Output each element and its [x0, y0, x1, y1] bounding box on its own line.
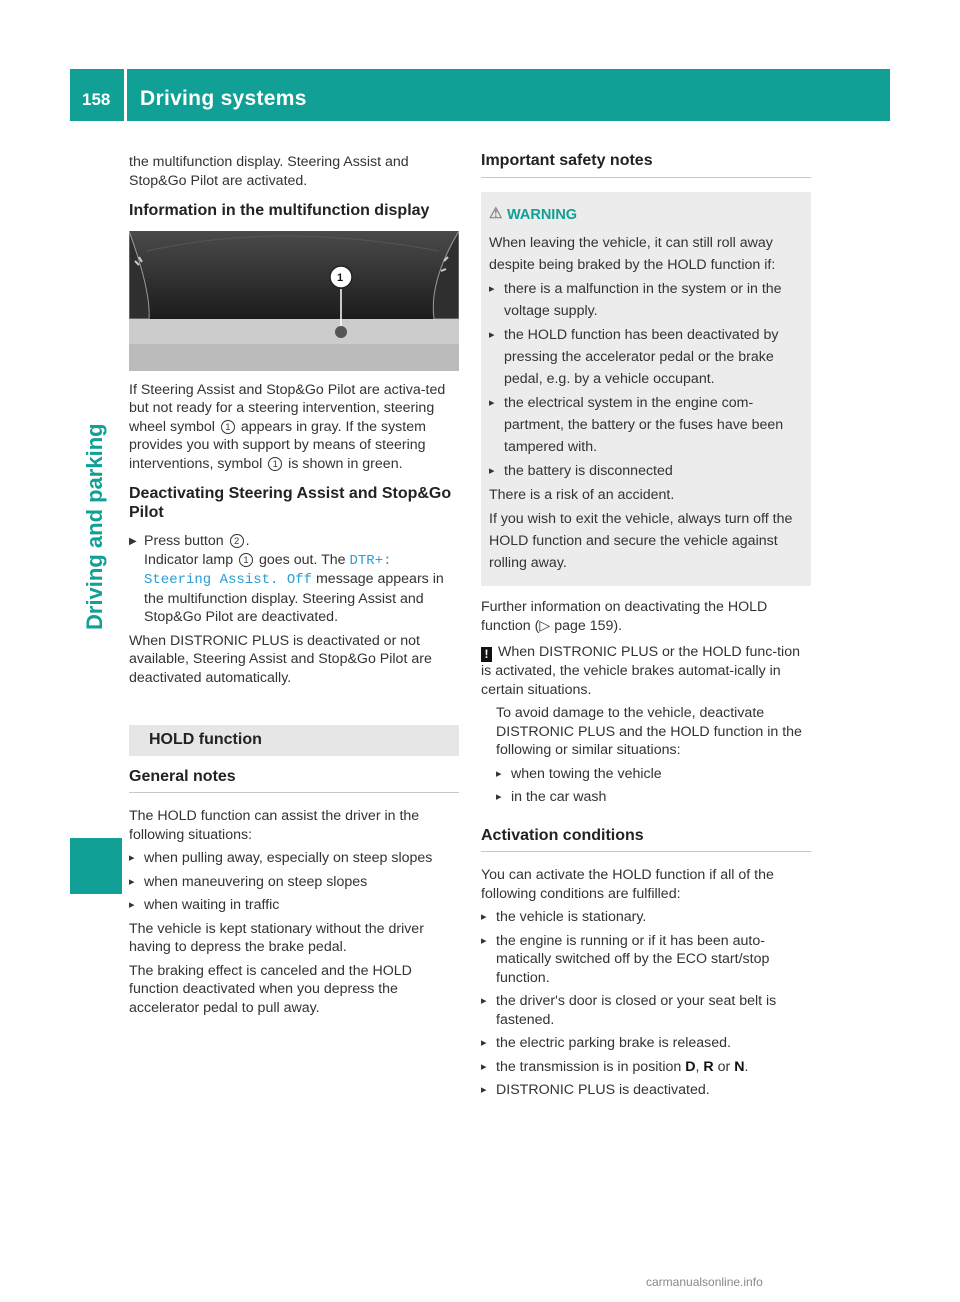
list-item: ▸ the driver's door is closed or your seat belt is fastened.: [481, 992, 811, 1029]
image-callout-number: 1: [337, 271, 344, 284]
step-text: goes out. The: [259, 551, 346, 568]
list-item: ▸ when pulling away, especially on steep slopes: [129, 849, 459, 868]
warning-title: ⚠ WARNING: [489, 206, 803, 225]
general-paragraph-1: The vehicle is kept stationary without the driver having to depress the brake pedal.: [129, 920, 424, 955]
heading-safety-notes: Important safety notes: [481, 152, 811, 178]
symbol-1-icon: 1: [221, 420, 235, 434]
list-item: ▸ the electrical system in the engine com-partment, the battery or the fuses have been tampered with.: [489, 392, 803, 458]
right-column: [481, 152, 811, 1105]
list-item: ▸ when waiting in traffic: [129, 896, 459, 915]
warning-box: [481, 192, 811, 587]
warning-risk: There is a risk of an accident.: [489, 487, 675, 503]
steering-symbol-paragraph: [129, 381, 459, 474]
image-reference-code: P54.33-3162-31: [390, 354, 455, 364]
list-item: ▸ the engine is running or if it has been auto-matically switched off by the ECO start/stop function.: [481, 932, 811, 988]
list-text: the transmission is in position: [496, 1058, 682, 1075]
list-item: ▸ when maneuvering on steep slopes: [129, 873, 459, 892]
step-text: message appears in the multifunction display. Steering Assist and Stop&Go Pilot are deactivated.: [144, 571, 444, 625]
notice-text: When DISTRONIC PLUS or the HOLD func-tion is activated, the vehicle brakes automat-ically in certain situations.: [481, 644, 800, 698]
multifunction-display-image: [129, 231, 459, 371]
list-item: ▸ DISTRONIC PLUS is deactivated.: [481, 1081, 811, 1100]
general-intro: The HOLD function can assist the driver in the following situations:: [129, 808, 420, 843]
hold-function-banner: [129, 725, 459, 756]
general-paragraph-2: The braking effect is canceled and the HOLD function deactivated when you depress the accelerator pedal to pull away.: [129, 962, 412, 1016]
warning-advice: If you wish to exit the vehicle, always turn off the HOLD function and secure the vehicle against rolling away.: [489, 511, 793, 571]
page-title: Driving systems: [140, 87, 307, 110]
section-side-marker: [70, 838, 122, 894]
list-item: ▸ there is a malfunction in the system or in the voltage supply.: [489, 278, 803, 322]
symbol-1-icon: 1: [268, 457, 282, 471]
watermark: carmanualsonline.info: [646, 1275, 763, 1289]
notice-paragraph-2: To avoid damage to the vehicle, deactivate DISTRONIC PLUS and the HOLD function in the following or similar situations:: [496, 705, 802, 758]
warning-intro: When leaving the vehicle, it can still roll away despite being braked by the HOLD function if:: [489, 235, 776, 273]
list-item: ▸ the battery is disconnected: [489, 460, 803, 482]
header-divider: [124, 69, 127, 121]
page-number: 158: [82, 90, 111, 109]
gear-d: D: [685, 1058, 696, 1075]
para-text: is shown in green.: [288, 455, 403, 472]
section-side-label: Driving and parking: [82, 423, 107, 630]
step-text: Indicator lamp: [144, 551, 234, 568]
para-text: appears in gray. If the system provides you with support by means of steering interventions, symbol: [129, 418, 426, 472]
activation-intro: You can activate the HOLD function if all of the following conditions are fulfilled:: [481, 867, 774, 902]
heading-hold-function: HOLD function: [149, 731, 262, 748]
further-info: Further information on deactivating the HOLD function (▷ page 159).: [481, 599, 768, 634]
symbol-2-icon: 2: [230, 534, 244, 548]
auto-deactivation-paragraph: When DISTRONIC PLUS is deactivated or not available, Steering Assist and Stop&Go Pilot are deactivated automatically.: [129, 632, 432, 686]
list-item: ▸ in the car wash: [496, 788, 811, 807]
heading-deactivating: Deactivating Steering Assist and Stop&Go Pilot: [129, 485, 452, 521]
list-text: or: [717, 1058, 731, 1075]
step-text: Press button: [144, 533, 224, 549]
heading-activation-conditions: Activation conditions: [481, 827, 811, 853]
list-item: ▸ the electric parking brake is released.: [481, 1034, 811, 1053]
list-item: ▸ when towing the vehicle: [496, 765, 811, 784]
list-text: ,: [695, 1058, 700, 1075]
list-item: ▸ the HOLD function has been deactivated by pressing the accelerator pedal or the brake pedal, e.g. by a vehicle occupant.: [489, 324, 803, 390]
left-column: [129, 153, 459, 1022]
list-item: [481, 1058, 811, 1077]
intro-text: the multifunction display. Steering Assist and Stop&Go Pilot are activated.: [129, 154, 409, 189]
notice-icon: !: [481, 647, 492, 662]
heading-general-notes: General notes: [129, 768, 459, 794]
step-text: .: [245, 533, 250, 549]
para-text: If Steering Assist and Stop&Go Pilot are activa-ted but not ready for a steering intervention, steering wheel symbol: [129, 381, 446, 435]
list-text: .: [744, 1058, 749, 1075]
list-item: ▸ the vehicle is stationary.: [481, 908, 811, 927]
notice-paragraph: [481, 643, 811, 699]
step-press-button: [129, 532, 459, 627]
gear-n: N: [734, 1058, 745, 1075]
display-message: DTR+: Steering Assist. Off: [144, 552, 392, 588]
symbol-1-icon: 1: [239, 553, 253, 567]
gear-r: R: [703, 1058, 714, 1075]
heading-info-display: Information in the multifunction display: [129, 202, 430, 219]
